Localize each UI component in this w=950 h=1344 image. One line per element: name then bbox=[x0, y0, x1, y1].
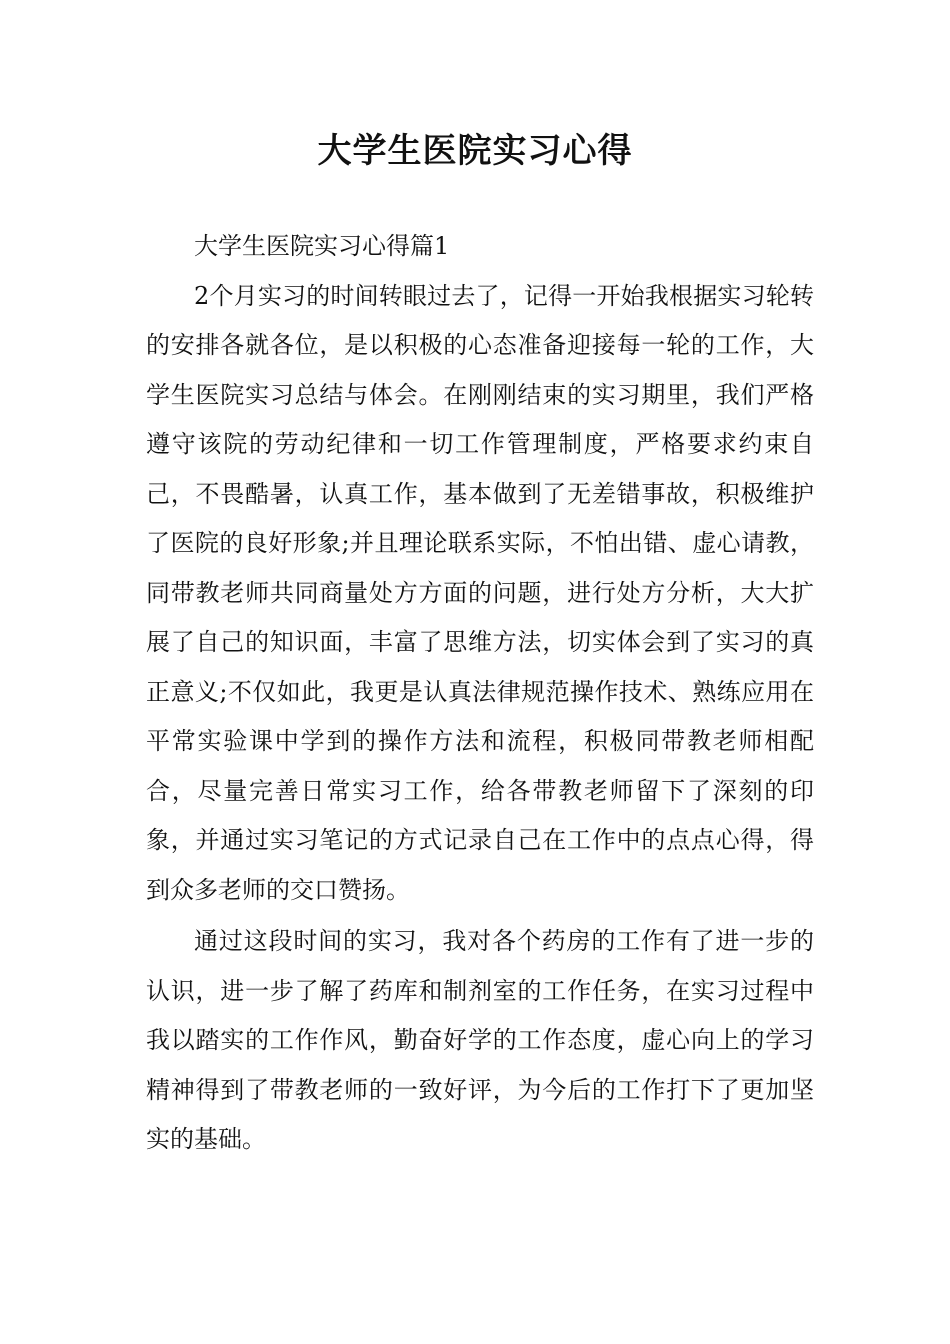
body-paragraph-1: 2个月实习的时间转眼过去了，记得一开始我根据实习轮转的安排各就各位，是以积极的心态准备迎接每一轮的工作，大学生医院实习总结与体会。在刚刚结束的实习期里，我们严格遵守该院的劳动纪律和一切工作管理制度，严格要求约束自己，不畏酷暑，认真工作，基本做到了无差错事故，积极维护了医院的良好形象;并且理论联系实际，不怕出错、虚心请教，同带教老师共同商量处方方面的问题，进行处方分析，大大扩展了自己的知识面，丰富了思维方法，切实体会到了实习的真正意义;不仅如此，我更是认真法律规范操作技术、熟练应用在平常实验课中学到的操作方法和流程，积极同带教老师相配合，尽量完善日常实习工作，给各带教老师留下了深刻的印象，并通过实习笔记的方式记录自己在工作中的点点心得，得到众多老师的交口赞扬。 bbox=[146, 281, 814, 904]
body-paragraph-2: 通过这段时间的实习，我对各个药房的工作有了进一步的认识，进一步了解了药库和制剂室的工作任务，在实习过程中我以踏实的工作作风，勤奋好学的工作态度，虚心向上的学习精神得到了带教老师的一致好评，为今后的工作打下了更加坚实的基础。 bbox=[146, 927, 814, 1153]
section-heading: 大学生医院实习心得篇1 bbox=[194, 232, 450, 260]
document-title: 大学生医院实习心得 bbox=[317, 131, 633, 171]
document-body bbox=[146, 222, 814, 1165]
